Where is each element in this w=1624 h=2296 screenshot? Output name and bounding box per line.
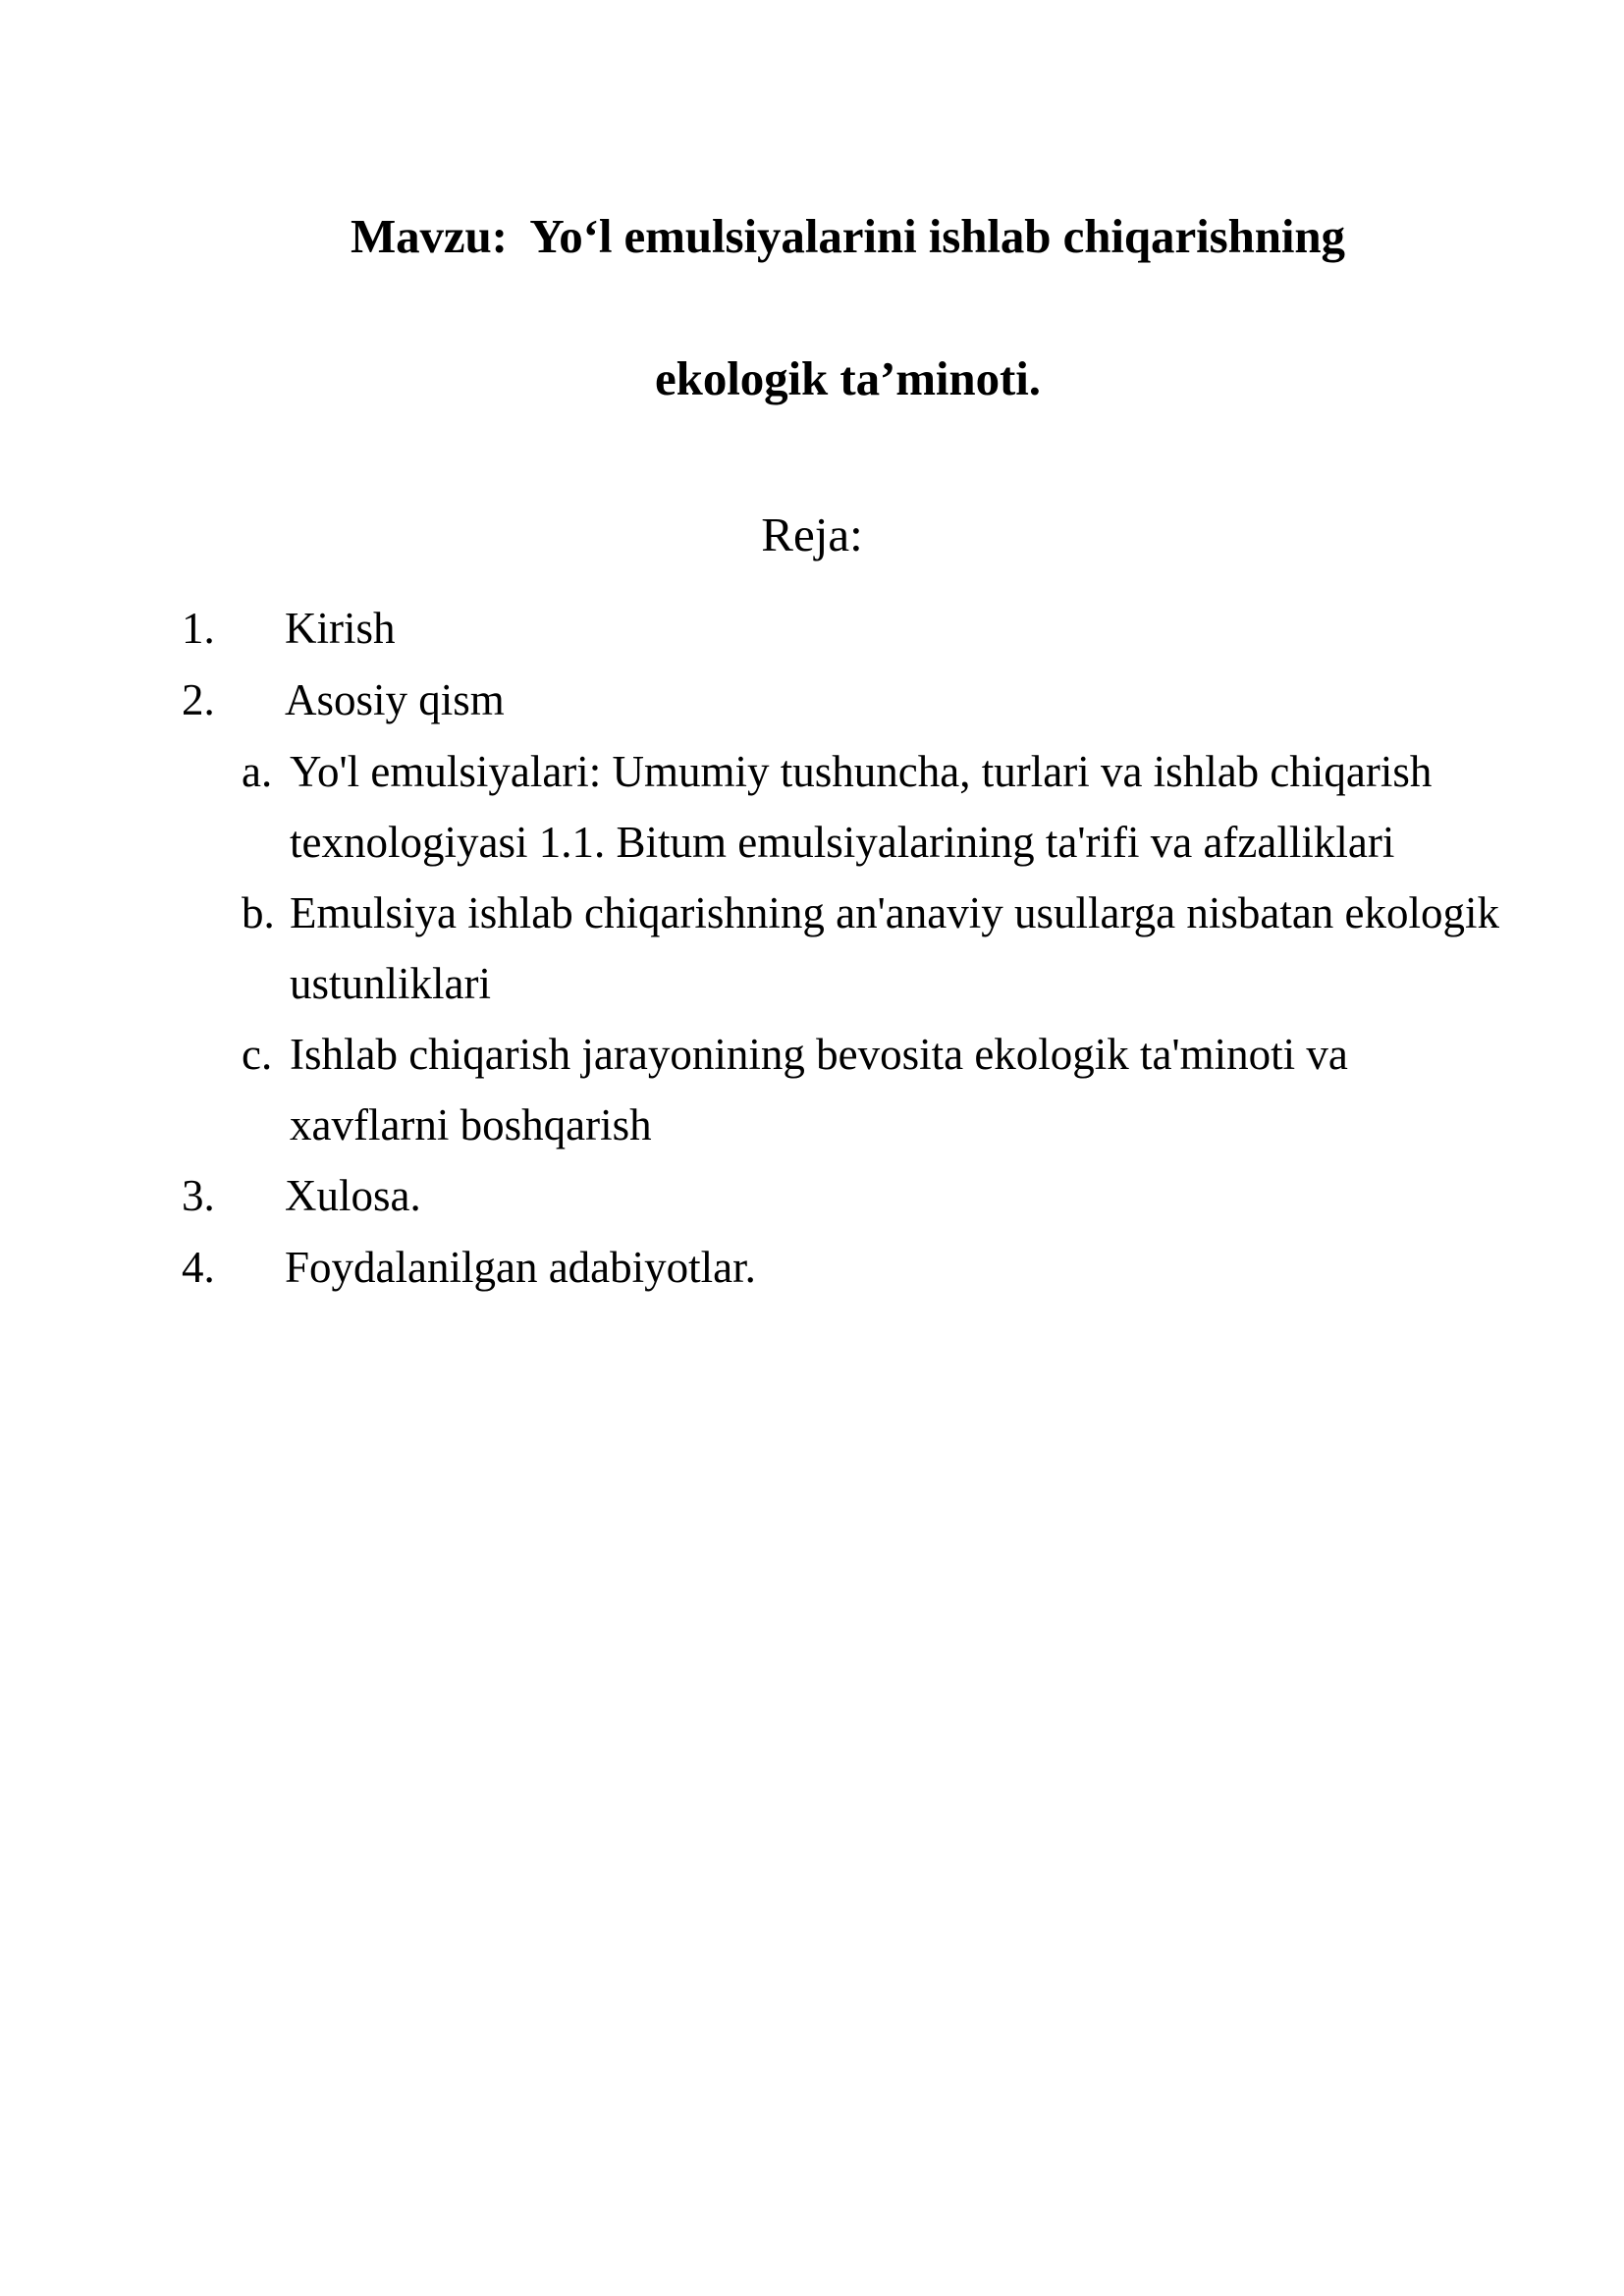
outline-label-2b: Emulsiya ishlab chiqarishning an'anaviy usullarga nisbatan ekologik ustunliklari [290, 888, 1500, 1009]
document-title-line-1: Mavzu: Yo‘l emulsiyalarini ishlab chiqarishning [350, 208, 1345, 263]
outline-item-1 [0, 593, 1624, 665]
outline-label-2: Asosiy qism [285, 675, 505, 725]
outline-marker-2b: b. [242, 888, 275, 938]
outline-list [0, 563, 1624, 1304]
outline-item-2 [0, 665, 1624, 736]
document-title-line-2: ekologik ta’minoti. [655, 350, 1041, 405]
outline-label-2c: Ishlab chiqarish jarayonining bevosita ekologik ta'minoti va xavflarni boshqarish [290, 1030, 1348, 1150]
outline-item-4 [0, 1232, 1624, 1304]
outline-item-3 [0, 1160, 1624, 1232]
outline-label-4: Foydalanilgan adabiyotlar. [285, 1243, 756, 1293]
outline-item-2c [0, 1019, 1624, 1160]
outline-label-3: Xulosa. [285, 1171, 421, 1221]
plan-heading: Reja: [761, 507, 863, 561]
outline-item-2a [0, 736, 1624, 878]
document-title [0, 0, 1624, 486]
outline-marker-1: 1. [182, 604, 215, 654]
outline-marker-3: 3. [182, 1171, 215, 1221]
outline-marker-2c: c. [242, 1030, 273, 1080]
outline-marker-4: 4. [182, 1243, 215, 1293]
outline-label-2a: Yo'l emulsiyalari: Umumiy tushuncha, turlari va ishlab chiqarish texnologiyasi 1.1. Bitum emulsiyalarining ta'rifi va afzalliklari [290, 747, 1433, 868]
outline-sublist-2 [0, 736, 1624, 1160]
outline-marker-2: 2. [182, 675, 215, 725]
outline-item-2b [0, 878, 1624, 1019]
outline-marker-2a: a. [242, 747, 273, 797]
outline-label-1: Kirish [285, 604, 396, 654]
